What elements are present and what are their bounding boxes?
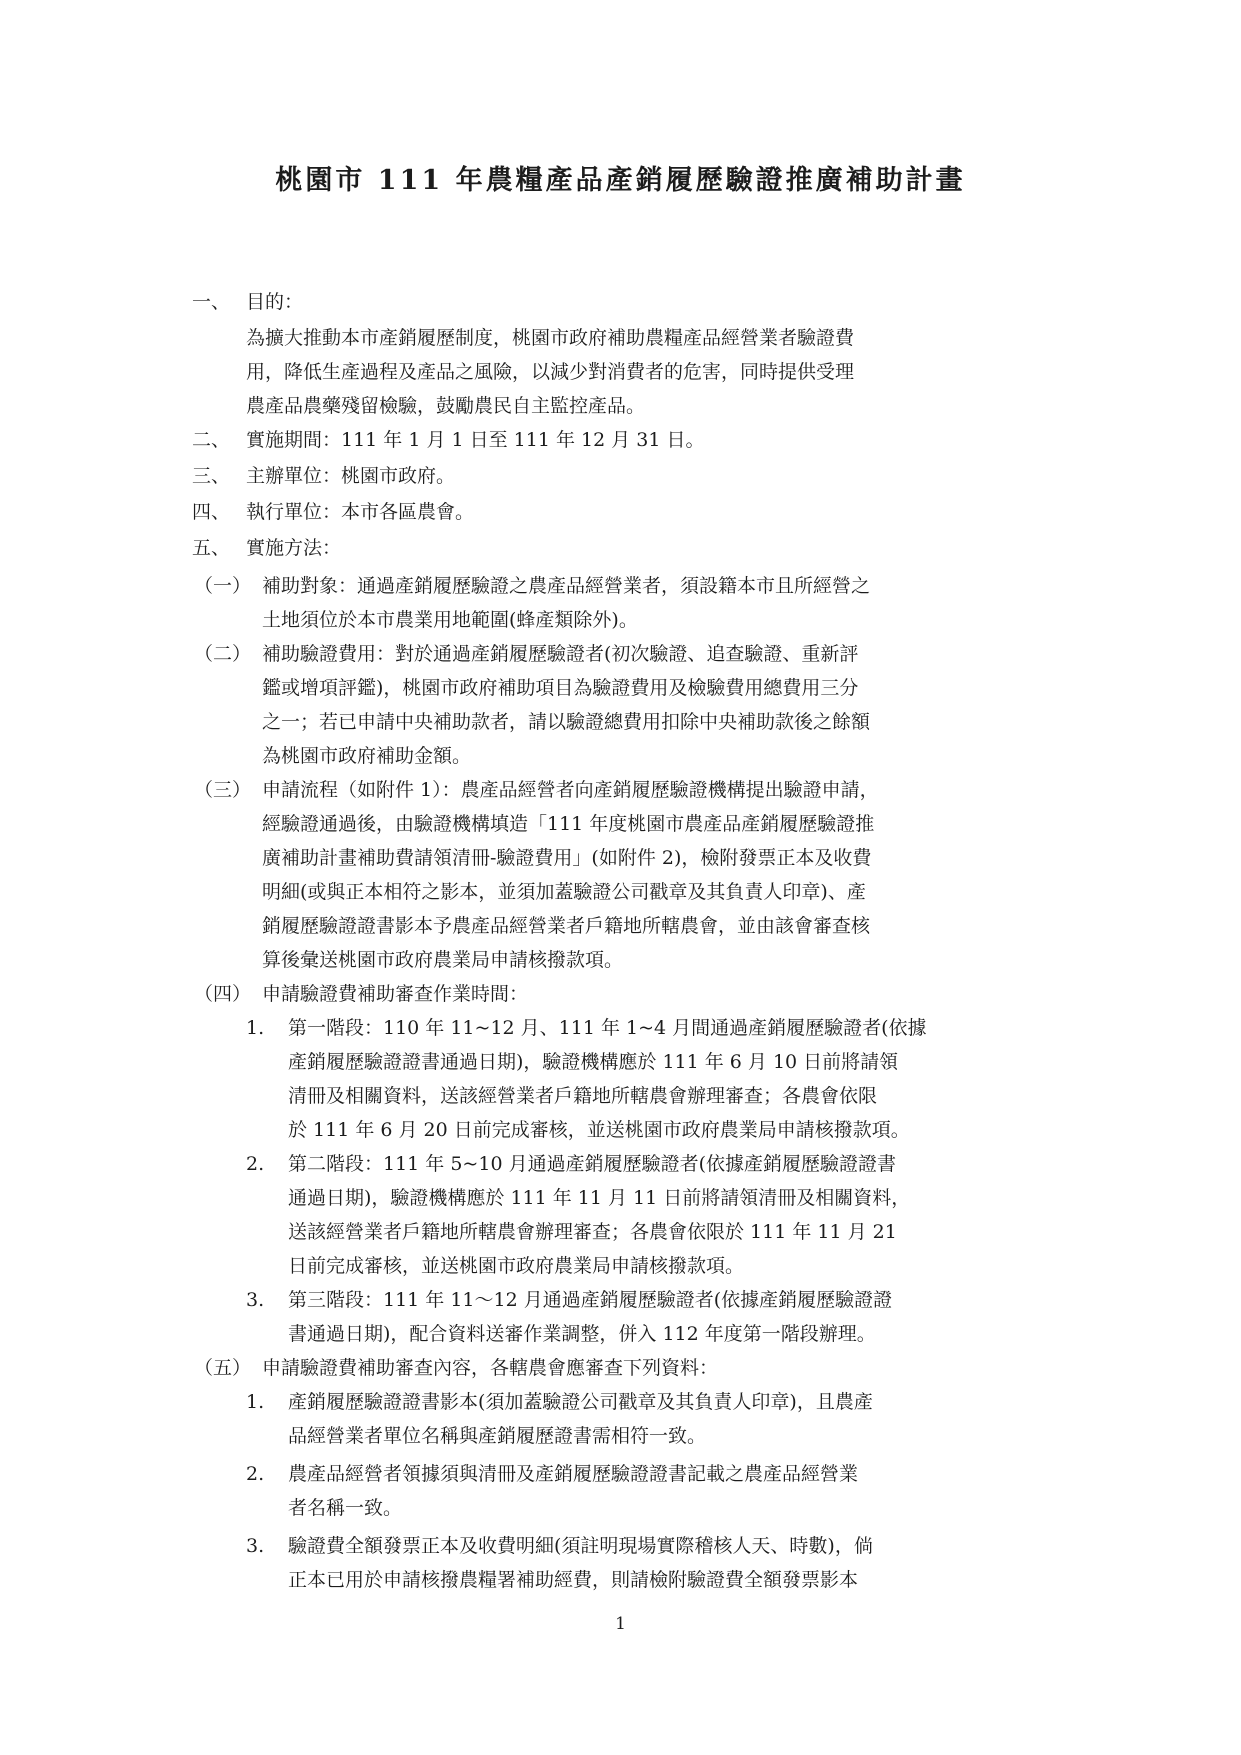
stage-3-line-2: 書通過日期)，配合資料送審作業調整，併入 112 年度第一階段辦理。 (288, 1323, 876, 1345)
item-3-line-6: 算後彙送桃園市政府農業局申請核撥款項。 (262, 949, 624, 971)
item-1-line-2: 土地須位於本市農業用地範圍(蜂產類除外)。 (262, 609, 638, 631)
stage-2-line-3: 送該經營業者戶籍地所轄農會辦理審查；各農會依限於 111 年 11 月 21 (288, 1221, 897, 1243)
section-heading-purpose: 目的： (246, 291, 304, 313)
review-1-line-2: 品經營業者單位名稱與產銷履歷證書需相符一致。 (288, 1425, 707, 1447)
section-period: 實施期間：111 年 1 月 1 日至 111 年 12 月 31 日。 (246, 429, 705, 451)
review-number-2: 2. (246, 1463, 265, 1485)
stage-number-1: 1. (246, 1017, 265, 1039)
item-3-line-4: 明細(或與正本相符之影本，並須加蓋驗證公司戳章及其負責人印章)、產 (262, 881, 866, 903)
item-3-line-5: 銷履歷驗證證書影本予農產品經營業者戶籍地所轄農會，並由該會審查核 (262, 915, 871, 937)
stage-2-line-1: 第二階段：111 年 5~10 月通過產銷履歷驗證者(依據產銷履歷驗證證書 (288, 1153, 896, 1175)
page-number: 1 (615, 1614, 626, 1634)
stage-2-line-2: 通過日期)，驗證機構應於 111 年 11 月 11 日前將請領清冊及相關資料， (288, 1187, 911, 1209)
item-5-line-1: 申請驗證費補助審查內容，各轄農會應審查下列資料： (262, 1357, 719, 1379)
item-4-line-1: 申請驗證費補助審查作業時間： (262, 983, 529, 1005)
stage-2-line-4: 日前完成審核，並送桃園市政府農業局申請核撥款項。 (288, 1255, 745, 1277)
item-number-3: （三） (194, 779, 252, 801)
section-number-3: 三、 (192, 465, 231, 487)
document-title: 桃園市 111 年農糧產品產銷履歷驗證推廣補助計畫 (275, 165, 966, 196)
item-3-line-2: 經驗證通過後，由驗證機構填造「111 年度桃園市農產品產銷履歷驗證推 (262, 813, 875, 835)
section-executor: 執行單位：本市各區農會。 (246, 501, 475, 523)
stage-1-line-1: 第一階段：110 年 11~12 月、111 年 1~4 月間通過產銷履歷驗證者(依據 (288, 1017, 927, 1039)
item-number-5: （五） (194, 1357, 252, 1379)
review-3-line-2: 正本已用於申請核撥農糧署補助經費，則請檢附驗證費全額發票影本 (288, 1569, 859, 1591)
purpose-line-1: 為擴大推動本市產銷履歷制度，桃園市政府補助農糧產品經營業者驗證費 (246, 327, 855, 349)
item-number-4: （四） (194, 983, 252, 1005)
item-3-line-3: 廣補助計畫補助費請領清冊-驗證費用」(如附件 2)，檢附發票正本及收費 (262, 847, 872, 869)
item-1-line-1: 補助對象：通過產銷履歷驗證之農產品經營業者，須設籍本市且所經營之 (262, 575, 871, 597)
stage-1-line-2: 產銷履歷驗證證書通過日期)，驗證機構應於 111 年 6 月 10 日前將請領 (288, 1051, 899, 1073)
review-number-3: 3. (246, 1535, 265, 1557)
item-2-line-1: 補助驗證費用：對於通過產銷履歷驗證者(初次驗證、追查驗證、重新評 (262, 643, 859, 665)
item-2-line-2: 鑑或增項評鑑)，桃園市政府補助項目為驗證費用及檢驗費用總費用三分 (262, 677, 859, 699)
review-1-line-1: 產銷履歷驗證證書影本(須加蓋驗證公司戳章及其負責人印章)，且農產 (288, 1391, 873, 1413)
section-organizer: 主辦單位：桃園市政府。 (246, 465, 456, 487)
section-number-4: 四、 (192, 501, 231, 523)
stage-number-2: 2. (246, 1153, 265, 1175)
stage-1-line-4: 於 111 年 6 月 20 日前完成審核，並送桃園市政府農業局申請核撥款項。 (288, 1119, 910, 1141)
review-2-line-2: 者名稱一致。 (288, 1497, 403, 1519)
section-number-5: 五、 (192, 537, 231, 559)
review-number-1: 1. (246, 1391, 265, 1413)
item-3-line-1: 申請流程（如附件 1）：農產品經營者向產銷履歷驗證機構提出驗證申請， (262, 779, 879, 801)
stage-1-line-3: 清冊及相關資料，送該經營業者戶籍地所轄農會辦理審查；各農會依限 (288, 1085, 878, 1107)
item-2-line-3: 之一；若已申請中央補助款者，請以驗證總費用扣除中央補助款後之餘額 (262, 711, 871, 733)
review-2-line-1: 農產品經營者領據須與清冊及產銷履歷驗證證書記載之農產品經營業 (288, 1463, 859, 1485)
item-number-2: （二） (194, 643, 252, 665)
item-number-1: （一） (194, 575, 252, 597)
purpose-line-2: 用，降低生產過程及產品之風險，以減少對消費者的危害，同時提供受理 (246, 361, 855, 383)
stage-3-line-1: 第三階段：111 年 11～12 月通過產銷履歷驗證者(依據產銷履歷驗證證 (288, 1289, 893, 1311)
purpose-line-3: 農產品農藥殘留檢驗，鼓勵農民自主監控產品。 (246, 395, 646, 417)
item-2-line-4: 為桃園市政府補助金額。 (262, 745, 472, 767)
section-number-1: 一、 (192, 291, 231, 313)
stage-number-3: 3. (246, 1289, 265, 1311)
section-method: 實施方法： (246, 537, 342, 559)
section-number-2: 二、 (192, 429, 231, 451)
review-3-line-1: 驗證費全額發票正本及收費明細(須註明現場實際稽核人天、時數)，倘 (288, 1535, 873, 1557)
